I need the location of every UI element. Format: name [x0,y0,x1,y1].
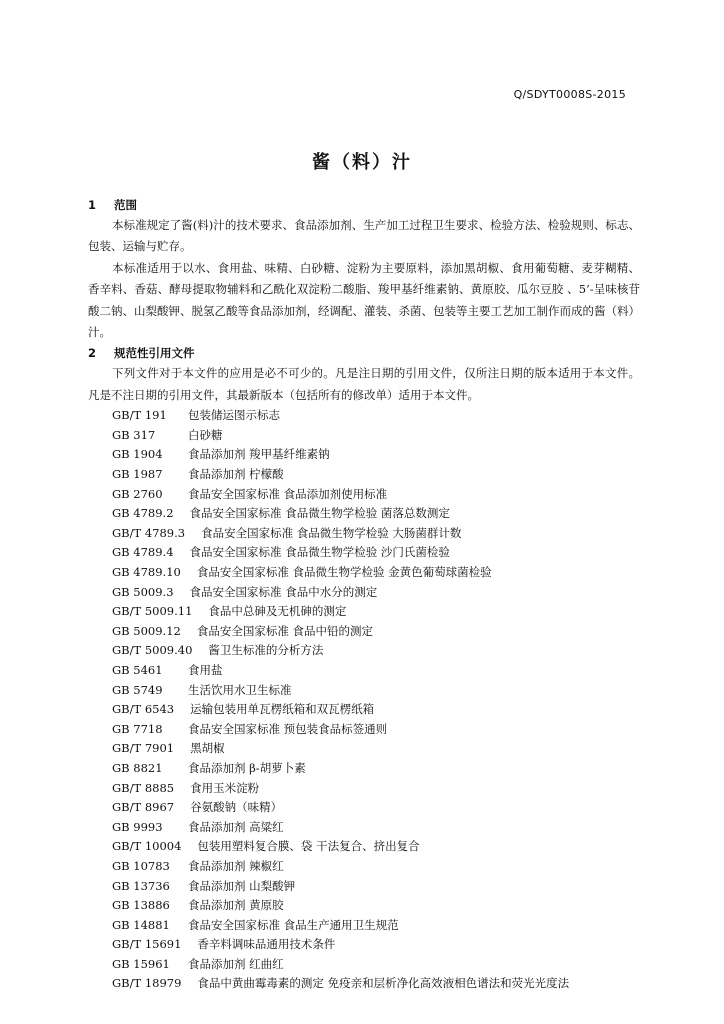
reference-item [88,720,640,740]
reference-item [88,445,640,465]
reference-title: 食品安全国家标准 食品微生物学检验 金黄色葡萄球菌检验 [196,565,492,579]
reference-item [88,700,640,720]
reference-code: GB/T 191 [112,408,167,423]
document-title: 酱（料）汁 [312,152,412,173]
reference-code: GB 13886 [112,898,170,913]
reference-title: 食品安全国家标准 食品微生物学检验 大肠菌群计数 [201,525,462,540]
reference-title: 香辛料调味品通用技术条件 [197,937,336,952]
references-intro: 下列文件对于本文件的应用是必不可少的。凡是注日期的引用文件，仅所注日期的版本适用于本文件。凡是不注日期的引用文件，其最新版本（包括所有的修改单）适用于本文件。 [88,366,640,402]
reference-code: GB/T 7901 [112,741,175,756]
reference-code: GB 1987 [112,467,163,482]
reference-code: GB 4789.4 [112,545,174,560]
reference-item [88,877,640,897]
reference-code: GB/T 5009.40 [112,643,193,658]
reference-item [88,935,640,955]
reference-title: 食品中黄曲霉毒素的测定 免疫亲和层析净化高效液相色谱法和荧光光度法 [197,976,570,991]
reference-item [88,818,640,838]
section-number: 2 [88,346,97,361]
reference-title: 食品安全国家标准 食品中水分的测定 [189,584,378,599]
reference-code: GB 317 [112,427,156,442]
reference-title: 食品添加剂 高粱红 [188,819,284,834]
reference-item [88,583,640,603]
reference-item [88,563,640,583]
reference-title: 酱卫生标准的分析方法 [208,643,324,658]
reference-code: GB 4789.10 [112,565,181,579]
section-1-heading [88,195,640,215]
reference-title: 食用盐 [188,662,223,677]
reference-title: 食品安全国家标准 食品中铅的测定 [196,623,374,638]
reference-code: GB 5009.3 [112,584,174,599]
reference-title: 运输包装用单瓦楞纸箱和双瓦楞纸箱 [190,702,375,717]
reference-title: 白砂糖 [188,427,223,442]
reference-item [88,426,640,446]
reference-title: 食品安全国家标准 预包装食品标签通则 [188,721,388,736]
document-body [88,195,640,994]
reference-item [88,837,640,857]
reference-list [88,406,640,994]
reference-code: GB 2760 [112,486,163,501]
reference-item [88,602,640,622]
reference-item [88,779,640,799]
reference-code: GB 5749 [112,682,163,697]
reference-code: GB 7718 [112,721,163,736]
reference-code: GB/T 10004 [112,839,182,854]
document-code: Q/SDYT0008S-2015 [513,88,626,101]
reference-item [88,916,640,936]
reference-code: GB/T 18979 [112,976,182,991]
reference-item [88,955,640,975]
reference-title: 食品安全国家标准 食品微生物学检验 菌落总数测定 [189,506,450,521]
reference-item [88,974,640,994]
reference-code: GB/T 4789.3 [112,525,186,540]
reference-item [88,485,640,505]
reference-title: 食品添加剂 柠檬酸 [188,467,284,482]
reference-title: 包装储运图示标志 [188,408,280,423]
reference-title: 生活饮用水卫生标准 [188,682,292,697]
reference-item [88,857,640,877]
reference-item [88,406,640,426]
reference-title: 食品添加剂 黄原胶 [188,898,284,913]
reference-title: 食品安全国家标准 食品微生物学检验 沙门氏菌检验 [189,545,450,560]
reference-code: GB 15961 [112,956,170,971]
reference-title: 食品添加剂 山梨酸钾 [188,878,296,893]
scope-paragraph: 本标准适用于以水、食用盐、味精、白砂糖、淀粉为主要原料，添加黑胡椒、食用葡萄糖、麦芽糊精、香辛料、香菇、酵母提取物辅料和乙酰化双淀粉二酸脂、羧甲基纤维素钠、黄原胶、瓜尔豆胶 、5’-呈味核苷酸二钠、山梨酸钾、脱氢乙酸等食品添加剂，经调配、灌装、杀菌、包装等主要工艺加工制作而成的酱（料）汁。 [88,260,640,340]
reference-code: GB 10783 [112,858,170,873]
reference-code: GB 4789.2 [112,506,174,521]
reference-item [88,739,640,759]
reference-title: 黑胡椒 [190,741,225,756]
reference-code: GB 14881 [112,917,170,932]
section-title: 范围 [114,198,137,212]
reference-title: 食品安全国家标准 食品生产通用卫生规范 [188,917,399,932]
reference-code: GB/T 8967 [112,800,175,815]
reference-code: GB 13736 [112,878,170,893]
reference-title: 食用玉米淀粉 [190,780,260,795]
reference-item [88,524,640,544]
reference-item [88,543,640,563]
reference-code: GB 5461 [112,662,163,677]
reference-title: 包装用塑料复合膜、袋 干法复合、挤出复合 [197,839,420,854]
reference-item [88,661,640,681]
reference-code: GB 1904 [112,447,163,462]
reference-title: 谷氨酸钠（味精） [190,800,283,815]
section-2-heading [88,343,640,363]
reference-code: GB 9993 [112,819,163,834]
reference-title: 食品添加剂 辣椒红 [188,858,284,873]
section-title: 规范性引用文件 [114,346,195,361]
reference-item [88,681,640,701]
reference-item [88,622,640,642]
reference-code: GB/T 8885 [112,780,175,795]
reference-code: GB 5009.12 [112,623,181,638]
reference-code: GB/T 15691 [112,937,182,952]
reference-item [88,896,640,916]
reference-item [88,641,640,661]
reference-title: 食品添加剂 β-胡萝卜素 [188,760,306,775]
section-number: 1 [88,198,97,212]
reference-code: GB 8821 [112,760,163,775]
reference-code: GB/T 6543 [112,702,175,717]
reference-title: 食品添加剂 红曲红 [188,956,284,971]
reference-code: GB/T 5009.11 [112,604,193,619]
reference-item [88,465,640,485]
reference-item [88,759,640,779]
reference-item [88,798,640,818]
reference-title: 食品添加剂 羧甲基纤维素钠 [188,447,330,462]
reference-title: 食品中总砷及无机砷的测定 [208,604,347,619]
reference-item [88,504,640,524]
scope-paragraph: 本标准规定了酱(料)汁的技术要求、食品添加剂、生产加工过程卫生要求、检验方法、检验规则、标志、包装、运输与贮存。 [88,218,640,254]
reference-title: 食品安全国家标准 食品添加剂使用标准 [188,486,388,501]
